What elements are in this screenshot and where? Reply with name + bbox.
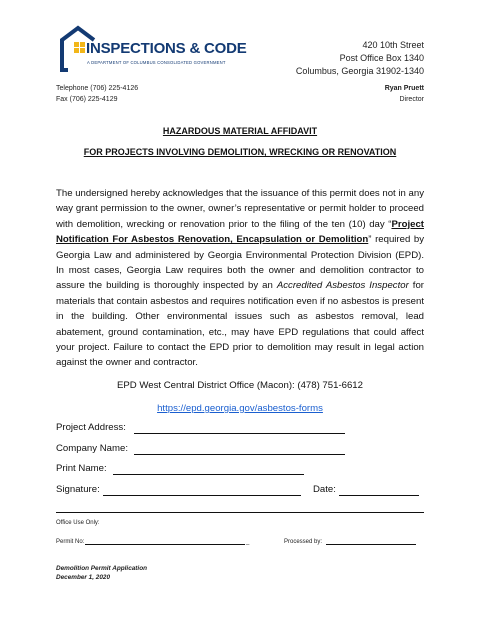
project-address-label: Project Address:: [56, 422, 126, 433]
footer-line-2: December 1, 2020: [56, 574, 111, 581]
signature-field[interactable]: [103, 483, 301, 496]
address-line-1: 420 10th Street: [362, 40, 424, 50]
address-line-3: Columbus, Georgia 31902-1340: [295, 66, 424, 76]
signature-label: Signature:: [56, 484, 100, 495]
body-italic: Accredited Asbestos Inspector: [276, 280, 409, 292]
permit-number-field[interactable]: [85, 537, 245, 545]
logo-title: INSPECTIONS & CODE: [86, 40, 247, 57]
director-name: Ryan Pruett: [384, 85, 424, 92]
body-part-2: ” required by Georgia Law and administered by Georgia Environmental Protection Division (EPD). In most cases, Georgia Law requires both the owner and demolition contractor to assure the building is thoroughly inspected by an: [56, 234, 425, 292]
office-use-heading: Office Use Only:: [56, 520, 100, 526]
print-name-field[interactable]: [113, 462, 304, 475]
permit-number-label: Permit No:: [56, 539, 85, 545]
fax: Fax (706) 225-4129: [56, 96, 118, 103]
document-subtitle: FOR PROJECTS INVOLVING DEMOLITION, WRECKING OR RENOVATION: [83, 147, 397, 157]
print-name-label: Print Name:: [56, 463, 107, 474]
footer-line-1: Demolition Permit Application: [56, 565, 148, 572]
permit-number-suffix: _: [246, 539, 250, 545]
address-line-2: Post Office Box 1340: [339, 53, 424, 63]
date-label: Date:: [313, 484, 336, 495]
telephone: Telephone (706) 225-4126: [56, 85, 139, 92]
affidavit-paragraph: [56, 186, 424, 371]
processed-by-field[interactable]: [326, 537, 416, 545]
date-field[interactable]: [339, 483, 419, 496]
director-title: Director: [399, 96, 424, 103]
company-name-label: Company Name:: [56, 443, 128, 454]
project-address-field[interactable]: [134, 421, 345, 434]
processed-by-label: Processed by:: [284, 539, 323, 545]
company-name-field[interactable]: [134, 442, 345, 455]
document-title: HAZARDOUS MATERIAL AFFIDAVIT: [162, 126, 318, 136]
logo-tagline: A DEPARTMENT OF COLUMBUS CONSOLIDATED GOVERNMENT: [87, 60, 226, 65]
epd-link[interactable]: https://epd.georgia.gov/asbestos-forms: [157, 403, 323, 414]
body-part-3: for materials that contain asbestos and requires notification even if no asbestos is present in the building. Other environmental issues such as asbestos removal, lead abatement, ground contamination, etc., may have EPD regulations that could affect your project. Failure to contact the EPD prior to demolition may result in legal action against the owner and contractor.: [56, 280, 424, 369]
divider: [56, 512, 424, 513]
epd-office: EPD West Central District Office (Macon): (478) 751-6612: [117, 380, 363, 391]
body-emphasis: Project Notification For Asbestos Renovation, Encapsulation or Demolition: [56, 218, 424, 246]
body-part-1: The undersigned hereby acknowledges that the issuance of this permit does not in any way grant permission to the owner, owner’s representative or permit holder to proceed with demolition, wrecking or renovation prior to the filing of the ten (10) day “: [56, 188, 424, 230]
